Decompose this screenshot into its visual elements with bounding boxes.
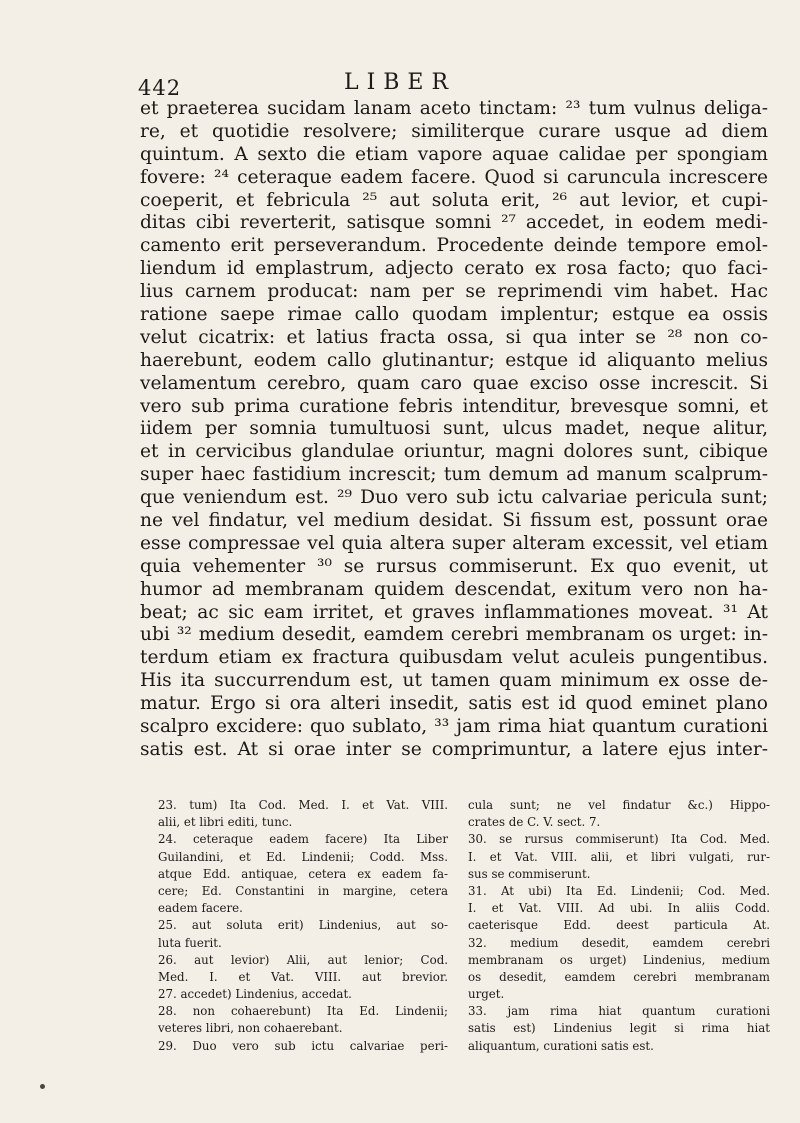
text-line: quintum. A sexto die etiam vapore aquae calidae per spongiam: [140, 143, 768, 165]
footnote-line: cula sunt; ne vel findatur &c.) Hippo-: [468, 798, 770, 812]
footnote-line: Med. I. et Vat. VIII. aut brevior.: [158, 969, 448, 984]
text-line: re, et quotidie resolvere; similiterque curare usque ad diem: [140, 120, 768, 142]
footnote-line: crates de C. V. sect. 7.: [468, 815, 601, 830]
text-line: His ita succurrendum est, ut tamen quam minimum ex osse de-: [140, 670, 768, 692]
text-line: lius carnem producat: nam per se reprimendi vim habet. Hac: [140, 281, 768, 303]
text-line: terdum etiam ex fractura quibusdam velut aculeis pungentibus.: [140, 647, 768, 669]
footnotes-right-column: [468, 797, 770, 1055]
footnote-line: urget.: [468, 987, 505, 1002]
text-line: que veniendum est. ²⁹ Duo vero sub ictu calvariae pericula sunt;: [140, 487, 768, 509]
text-line: beat; ac sic eam irritet, et graves inflammationes moveat. ³¹ At: [140, 601, 768, 623]
text-line: camento erit perseverandum. Procedente deinde tempore emol-: [140, 235, 768, 257]
page-number: 442: [138, 76, 182, 100]
footnote-line: veteres libri, non cohaerebant.: [158, 1021, 343, 1036]
text-line: scalpro excidere: quo sublato, ³³ jam rima hiat quantum curationi: [140, 716, 768, 738]
running-head: LIBER: [343, 70, 457, 95]
footnote-line: luta fuerit.: [158, 935, 222, 950]
text-line: esse compressae vel quia altera super alteram excessit, vel etiam: [140, 532, 768, 554]
text-line: satis est. At si orae inter se comprimuntur, a latere ejus inter-: [140, 738, 768, 760]
text-line: super haec fastidium increscit; tum demum ad manum scalprum-: [140, 464, 768, 486]
footnote-line: cere; Ed. Constantini in margine, cetera: [158, 883, 448, 898]
footnote-line: I. et Vat. VIII. Ad ubi. In aliis Codd.: [468, 901, 770, 916]
text-line: ubi ³² medium desedit, eamdem cerebri membranam os urget: in-: [140, 624, 768, 646]
footnote-line: 24. ceteraque eadem facere) Ita Liber: [158, 832, 448, 847]
footnote-line: os desedit, eamdem cerebri membranam: [468, 969, 770, 984]
text-line: haerebunt, eodem callo glutinantur; estque id aliquanto melius: [140, 349, 768, 371]
footnote-line: 23. tum) Ita Cod. Med. I. et Vat. VIII.: [158, 798, 448, 812]
footnote-line: satis est) Lindenius legit si rima hiat: [468, 1021, 770, 1036]
text-line: quia vehementer ³⁰ se rursus commiserunt. Ex quo evenit, ut: [140, 555, 768, 577]
footnote-line: 32. medium desedit, eamdem cerebri: [468, 935, 770, 950]
footnote-line: atque Edd. antiquae, cetera ex eadem fa-: [158, 866, 448, 881]
ink-spot: [40, 1084, 45, 1089]
footnote-line: membranam os urget) Lindenius, medium: [468, 952, 770, 967]
text-line: ne vel findatur, vel medium desidat. Si fissum est, possunt orae: [140, 510, 768, 532]
footnotes-left-column: [158, 797, 448, 1055]
text-line: coeperit, et febricula ²⁵ aut soluta erit, ²⁶ aut levior, et cupi-: [140, 189, 768, 211]
footnote-line: aliquantum, curationi satis est.: [468, 1038, 654, 1053]
footnote-line: sus se commiserunt.: [468, 866, 591, 881]
text-line: velamentum cerebro, quam caro quae exciso osse increscit. Si: [140, 372, 768, 394]
footnote-line: eadem facere.: [158, 901, 243, 916]
text-line: ditas cibi reverterit, satisque somni ²⁷ accedet, in eodem medi-: [140, 212, 768, 234]
text-line: velut cicatrix: et latius fracta ossa, si qua inter se ²⁸ non co-: [140, 326, 768, 348]
text-line: humor ad membranam quidem descendat, exitum vero non ha-: [140, 578, 768, 600]
footnote-line: 33. jam rima hiat quantum curationi: [468, 1004, 770, 1019]
text-line: ratione saepe rimae callo quodam implentur; estque ea ossis: [140, 304, 768, 326]
footnote-line: 25. aut soluta erit) Lindenius, aut so-: [158, 918, 448, 933]
text-line: matur. Ergo si ora alteri insedit, satis est id quod eminet plano: [140, 693, 768, 715]
footnote-line: Guilandini, et Ed. Lindenii; Codd. Mss.: [158, 849, 448, 864]
footnote-line: caeterisque Edd. deest particula At.: [468, 918, 770, 933]
footnote-line: I. et Vat. VIII. alii, et libri vulgati, rur-: [468, 849, 770, 864]
text-line: fovere: ²⁴ ceteraque eadem facere. Quod si caruncula increscere: [140, 166, 768, 188]
footnote-line: 30. se rursus commiserunt) Ita Cod. Med.: [468, 832, 770, 847]
text-line: et praeterea sucidam lanam aceto tinctam: ²³ tum vulnus deliga-: [140, 98, 768, 119]
footnote-line: 31. At ubi) Ita Ed. Lindenii; Cod. Med.: [468, 883, 770, 898]
footnote-line: 26. aut levior) Alii, aut lenior; Cod.: [158, 952, 448, 967]
footnote-line: 28. non cohaerebunt) Ita Ed. Lindenii;: [158, 1004, 448, 1019]
text-line: iidem per somnia tumultuosi sunt, ulcus madet, neque alitur,: [140, 418, 768, 440]
main-text-block: [140, 98, 768, 762]
text-line: et in cervicibus glandulae oriuntur, magni dolores sunt, cibique: [140, 441, 768, 463]
footnote-line: 27. accedet) Lindenius, accedat.: [158, 987, 352, 1002]
footnote-line: 29. Duo vero sub ictu calvariae peri-: [158, 1038, 448, 1053]
text-line: vero sub prima curatione febris intenditur, brevesque somni, et: [140, 395, 768, 417]
text-line: liendum id emplastrum, adjecto cerato ex rosa facto; quo faci-: [140, 258, 768, 280]
footnote-line: alii, et libri editi, tunc.: [158, 815, 293, 830]
